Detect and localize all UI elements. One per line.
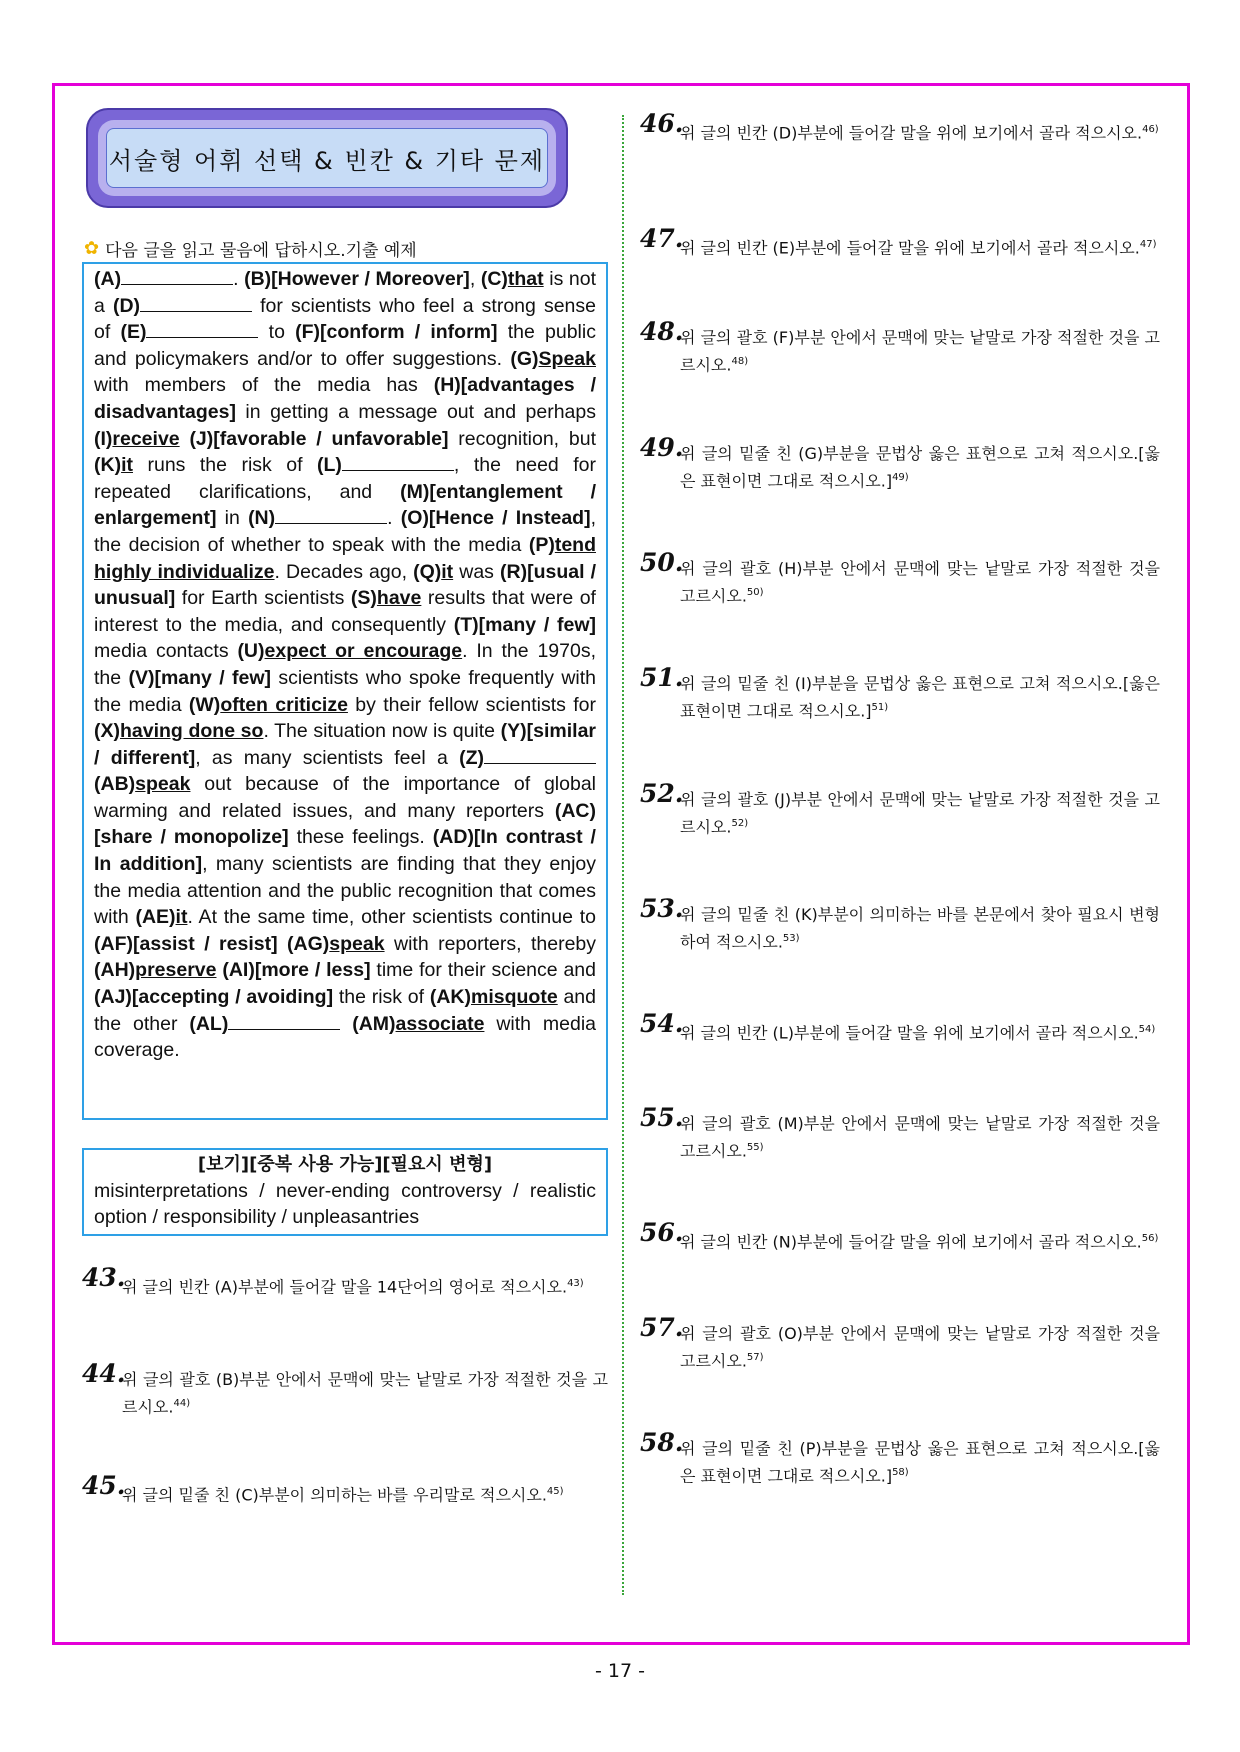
word-bank-title: [보기][중복 사용 가능][필요시 변형] xyxy=(197,1154,493,1175)
marker: (C) xyxy=(480,268,508,290)
choice: (O)[Hence / Instead] xyxy=(400,507,591,530)
choice: (AI)[more / less] xyxy=(222,959,371,982)
underlined: that xyxy=(507,268,544,290)
question-57: 57. 위 글의 괄호 (O)부분 안에서 문맥에 맞는 낱말로 가장 적절한 것을 고르시오.$^{57)}$ xyxy=(640,1313,1160,1371)
choice: (Y)[similar / different] xyxy=(94,720,596,769)
question-46: 46. 위 글의 빈칸 (D)부분에 들어갈 말을 위에 보기에서 골라 적으시오.$^{46)}$ xyxy=(640,109,1159,143)
choice: (AF)[assist / resist] xyxy=(94,932,278,955)
choice: (H)[advantages / disadvantages] xyxy=(94,374,596,423)
instruction xyxy=(84,236,417,261)
question-48: 48. 위 글의 괄호 (F)부분 안에서 문맥에 맞는 낱말로 가장 적절한 것을 고르시오.$^{48)}$ xyxy=(640,317,1160,375)
marker: (G) xyxy=(510,347,539,370)
underlined: expect or encourage xyxy=(264,640,463,663)
question-45: 45. 위 글의 밑줄 친 (C)부분이 의미하는 바를 우리말로 적으시오.$^{45)}$ xyxy=(82,1471,564,1505)
instruction-text: 다음 글을 읽고 물음에 답하시오.기출 예제 xyxy=(105,241,417,261)
question-53: 53. 위 글의 밑줄 친 (K)부분이 의미하는 바를 본문에서 찾아 필요시 변형하여 적으시오.$^{53)}$ xyxy=(640,894,1160,952)
marker: (AH) xyxy=(94,959,136,982)
choice: (J)[favorable / unfavorable] xyxy=(189,427,449,450)
marker: (AE) xyxy=(135,906,176,929)
choice: (R)[usual / unusual] xyxy=(94,560,596,610)
passage-box: (A) . (B)[However / Moreover], (C)that is not a (D) for scientists who feel a strong sense of (E) to (F)[conform / inform] the public and policymakers and/or to offer suggestions. (G)Speak with members of the media has (H)[advantages / disadvantages] in getting a message out and perhaps (I)receive (J)[favorable / unfavorable] recognition, but (K)it runs the risk of (L) , the need for repeated clarifications, and (M)[entanglement / enlargement] in (N) . (O)[Hence / Instead], the decision of whether to speak with the media (P)tend highly individualize. Decades ago, (Q)it was (R)[usual / unusual] for Earth scientists (S)have results that were of interest to the media, and consequently (T)[many / few] media contacts (U)expect or encourage. In the 1970s, the (V)[many / few] scientists who spoke frequently with the media (W)often criticize by their fellow scientists for (X)having done so. The situation now is quite (Y)[similar / different], as many scientists feel a (Z) (AB)speak out because of the importance of global warming and related issues, and many reporters (AC)[share / monopolize] these feelings. (AD)[In contrast / In addition], many scientists are finding that they enjoy the media attention and the public recognition that comes with (AE)it. At the same time, other scientists continue to (AF)[assist / resist] (AG)speak with reporters, thereby (AH)preserve (AI)[more / less] time for their science and (AJ)[accepting / avoiding] the risk of (AK)misquote and the other (AL) (AM)associate with media coverage. xyxy=(82,262,608,1120)
word-bank-words: misinterpretations / never-ending controversy / realistic option / responsibility / unpleasantries xyxy=(94,1180,596,1228)
question-47: 47. 위 글의 빈칸 (E)부분에 들어갈 말을 위에 보기에서 골라 적으시오.$^{47)}$ xyxy=(640,224,1157,258)
question-49: 49. 위 글의 밑줄 친 (G)부분을 문법상 옳은 표현으로 고쳐 적으시오.[옳은 표현이면 그대로 적으시오.]$^{49)}$ xyxy=(640,433,1160,491)
choice: (V)[many / few] xyxy=(128,666,271,689)
marker: (N) xyxy=(248,507,276,530)
marker: (AG) xyxy=(287,932,330,955)
marker: (AK) xyxy=(429,986,471,1009)
underlined: often criticize xyxy=(220,693,348,716)
underlined: Speak xyxy=(538,347,596,370)
marker: (S) xyxy=(350,587,377,610)
page-number: - 17 - xyxy=(595,1660,645,1682)
underlined: preserve xyxy=(135,959,217,982)
column-divider xyxy=(622,115,624,1595)
marker: (Z) xyxy=(459,746,484,769)
marker: (I) xyxy=(94,427,113,450)
choice: (AD)[In contrast / In addition] xyxy=(94,826,596,876)
marker: (A) xyxy=(94,268,122,290)
underlined: receive xyxy=(112,427,180,450)
blank xyxy=(146,319,258,338)
marker: (P) xyxy=(528,533,555,556)
blank xyxy=(228,1011,340,1030)
choice: (M)[entanglement / enlargement] xyxy=(94,480,596,530)
underlined: speak xyxy=(329,932,385,955)
underlined: having done so xyxy=(120,720,264,743)
blank xyxy=(342,452,454,471)
question-51: 51. 위 글의 밑줄 친 (I)부분을 문법상 옳은 표현으로 고쳐 적으시오.[옳은 표현이면 그대로 적으시오.]$^{51)}$ xyxy=(640,663,1160,721)
marker: (X) xyxy=(94,720,120,743)
choice: (F)[conform / inform] xyxy=(295,321,498,344)
marker: (U) xyxy=(237,640,265,663)
blank xyxy=(140,293,252,312)
blank xyxy=(121,266,233,285)
underlined: it xyxy=(175,906,188,929)
choice: (AJ)[accepting / avoiding] xyxy=(94,986,334,1009)
marker: (L) xyxy=(317,454,342,477)
marker: (AB) xyxy=(94,773,136,796)
flower-icon: ✿ xyxy=(84,238,100,259)
question-44: 44. 위 글의 괄호 (B)부분 안에서 문맥에 맞는 낱말로 가장 적절한 것을 고르시오.$^{44)}$ xyxy=(82,1359,608,1417)
word-bank-box xyxy=(82,1148,608,1236)
marker: (AM) xyxy=(352,1012,396,1035)
underlined: it xyxy=(121,454,133,477)
question-56: 56. 위 글의 빈칸 (N)부분에 들어갈 말을 위에 보기에서 골라 적으시오.$^{56)}$ xyxy=(640,1218,1159,1252)
question-58: 58. 위 글의 밑줄 친 (P)부분을 문법상 옳은 표현으로 고쳐 적으시오.[옳은 표현이면 그대로 적으시오.]$^{58)}$ xyxy=(640,1428,1160,1486)
marker: (K) xyxy=(94,454,122,477)
question-55: 55. 위 글의 괄호 (M)부분 안에서 문맥에 맞는 낱말로 가장 적절한 것을 고르시오.$^{55)}$ xyxy=(640,1103,1160,1161)
underlined: speak xyxy=(135,773,191,796)
underlined: associate xyxy=(395,1012,485,1035)
underlined: tend highly individualize xyxy=(94,533,596,583)
question-50: 50. 위 글의 괄호 (H)부분 안에서 문맥에 맞는 낱말로 가장 적절한 것을 고르시오.$^{50)}$ xyxy=(640,548,1160,606)
blank xyxy=(275,505,387,524)
choice: (B)[However / Moreover] xyxy=(244,268,470,290)
underlined: it xyxy=(441,560,454,583)
blank xyxy=(484,745,596,764)
question-52: 52. 위 글의 괄호 (J)부분 안에서 문맥에 맞는 낱말로 가장 적절한 것을 고르시오.$^{52)}$ xyxy=(640,779,1160,837)
choice: (T)[many / few] xyxy=(453,613,596,636)
marker: (D) xyxy=(112,294,141,317)
underlined: have xyxy=(376,587,422,610)
choice: (AC)[share / monopolize] xyxy=(94,799,596,849)
underlined: misquote xyxy=(471,986,558,1009)
question-54: 54. 위 글의 빈칸 (L)부분에 들어갈 말을 위에 보기에서 골라 적으시오.$^{54)}$ xyxy=(640,1009,1156,1043)
section-title-badge xyxy=(86,108,568,208)
marker: (E) xyxy=(120,321,147,344)
question-43: 43. 위 글의 빈칸 (A)부분에 들어갈 말을 14단어의 영어로 적으시오.$^{43)}$ xyxy=(82,1263,584,1297)
section-title: 서술형 어휘 선택 & 빈칸 & 기타 문제 xyxy=(106,128,548,188)
marker: (Q) xyxy=(413,560,442,583)
marker: (AL) xyxy=(189,1012,229,1035)
marker: (W) xyxy=(188,693,221,716)
